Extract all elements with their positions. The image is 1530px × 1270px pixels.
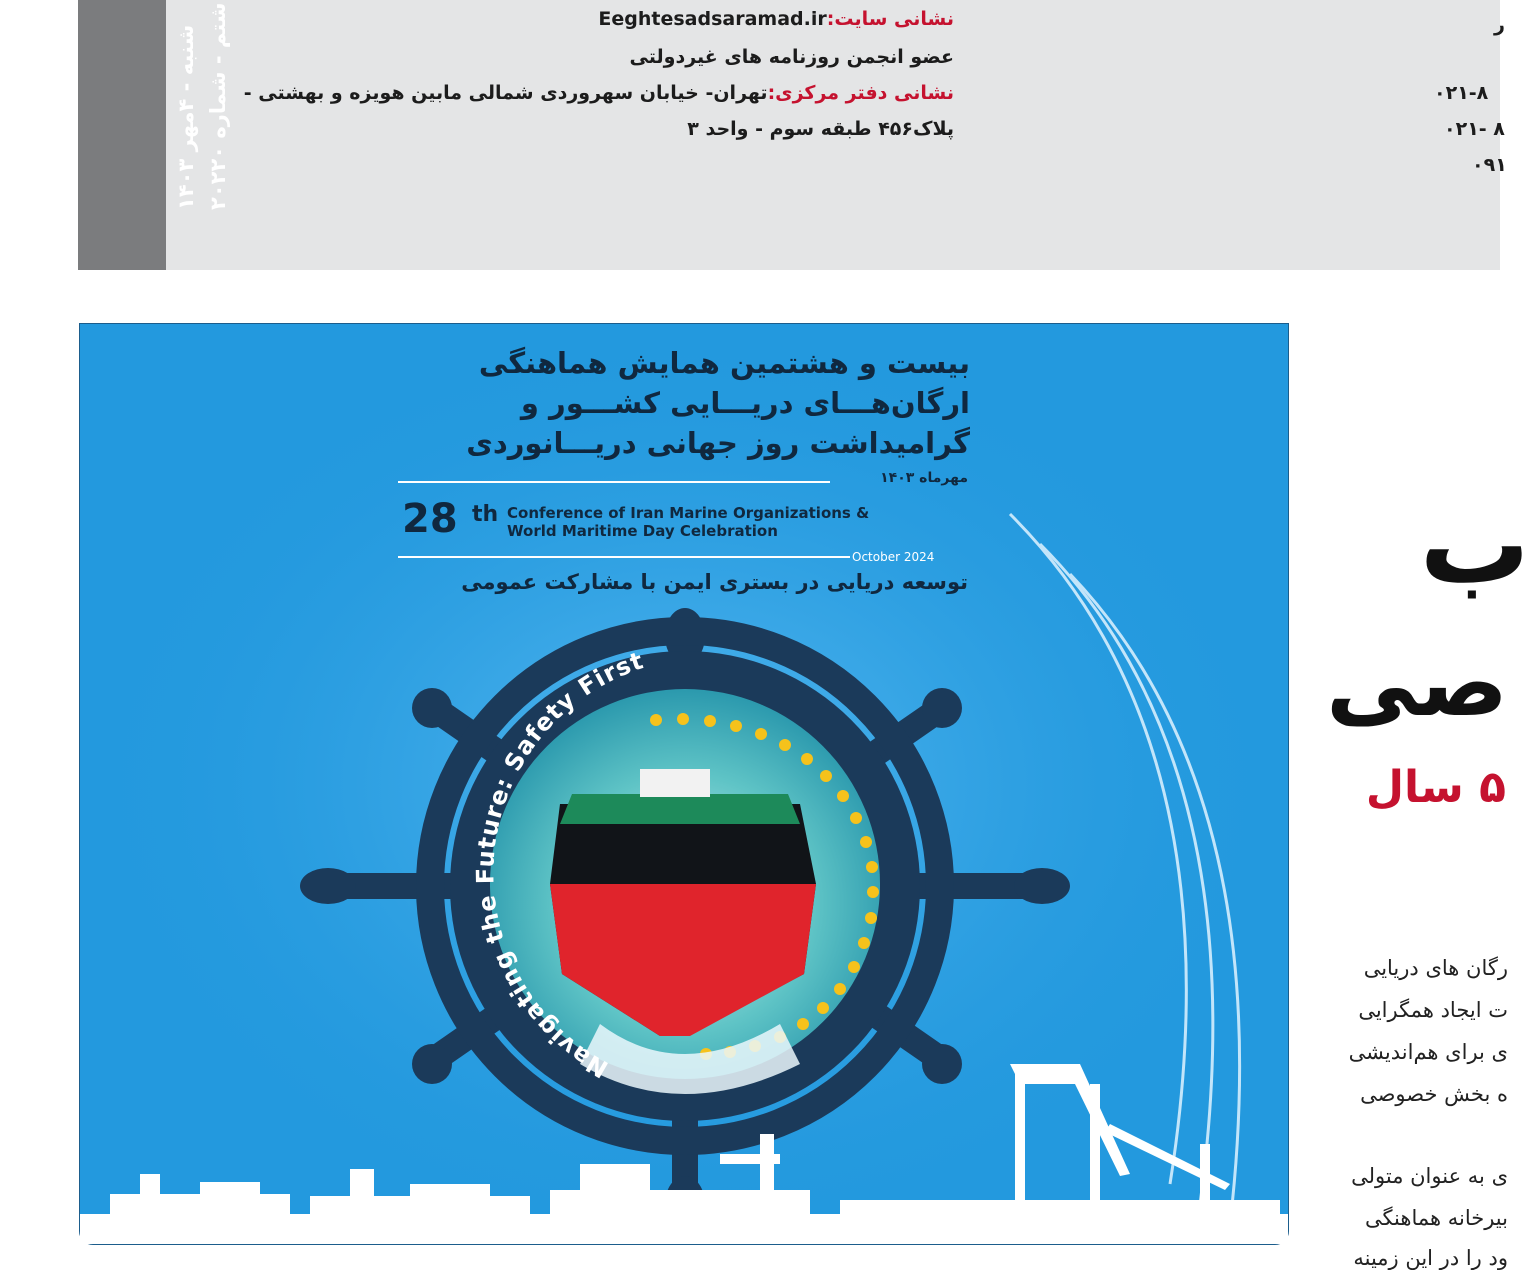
address-row [244,82,954,104]
phone-number: ۰۹۱ [1472,154,1507,176]
poster-title-line: بیست و هشتمین همایش هماهنگی [478,346,970,380]
body-text-line: ی برای هم‌اندیشی [1348,1040,1508,1064]
address-value: تهران- خیابان سهروردی شمالی مابین هویزه و بهشتی - [243,82,768,104]
headline-line: ب [1419,480,1530,608]
headline-line: صی [1326,630,1508,737]
website-row [598,8,954,30]
body-text-line: رگان های دریایی [1363,956,1508,980]
conference-poster [79,323,1289,1245]
conference-title-line: Conference of Iran Marine Organizations & [507,504,870,522]
poster-slogan: توسعه دریایی در بستری ایمن با مشارکت عمومی [461,570,968,594]
body-text-line: ی به عنوان متولی [1351,1164,1508,1188]
membership-line: عضو انجمن روزنامه های غیردولتی [629,46,954,68]
website-label: نشانی سایت: [826,8,954,30]
poster-date-persian: مهرماه ۱۴۰۳ [880,470,968,486]
body-text-line: ت ایجاد همگرایی [1358,998,1508,1022]
poster-date-english: October 2024 [852,550,935,564]
phone-number: ۰۲۱-۸ [1434,82,1489,104]
article-column [1300,300,1530,1270]
phone-label-partial: ر [1494,14,1505,36]
conference-ordinal: th [472,502,499,527]
poster-title-line: ارگان‌هـــای دریـــایی کشـــور و [520,386,970,420]
issue-date: شنبه - ۴مهر ۱۴۰۳ [174,24,198,210]
ring-slogan: Navigating the Future: Safety First [471,646,648,1084]
body-text-line: بیرخانه هماهنگی [1364,1206,1508,1230]
body-text-line: ه بخش خصوصی [1360,1082,1508,1106]
svg-text:Navigating the Future: Safety [471,646,647,1083]
phone-numbers [1432,0,1507,200]
phone-number: ۰۲۱- ۸ [1444,118,1505,140]
ring-text-layer [80,324,1288,1244]
address-line-2: پلاک۴۵۶ طبقه سوم - واحد ۳ [687,118,954,140]
website-link[interactable]: Eeghtesadsaramad.ir [598,8,827,30]
issue-number: شتم - شماره ۲۰۲۲۰ [206,2,230,210]
body-text-line: ود را در این زمینه [1353,1246,1508,1270]
subheadline: ۵ سال [1365,762,1506,813]
address-label: نشانی دفتر مرکزی: [767,82,954,104]
conference-number: 28 [402,496,458,542]
conference-title-line: World Maritime Day Celebration [507,522,778,540]
issue-date-strip [78,0,230,270]
poster-title-line: گرامیداشت روز جهانی دریـــانوردی [466,426,970,460]
